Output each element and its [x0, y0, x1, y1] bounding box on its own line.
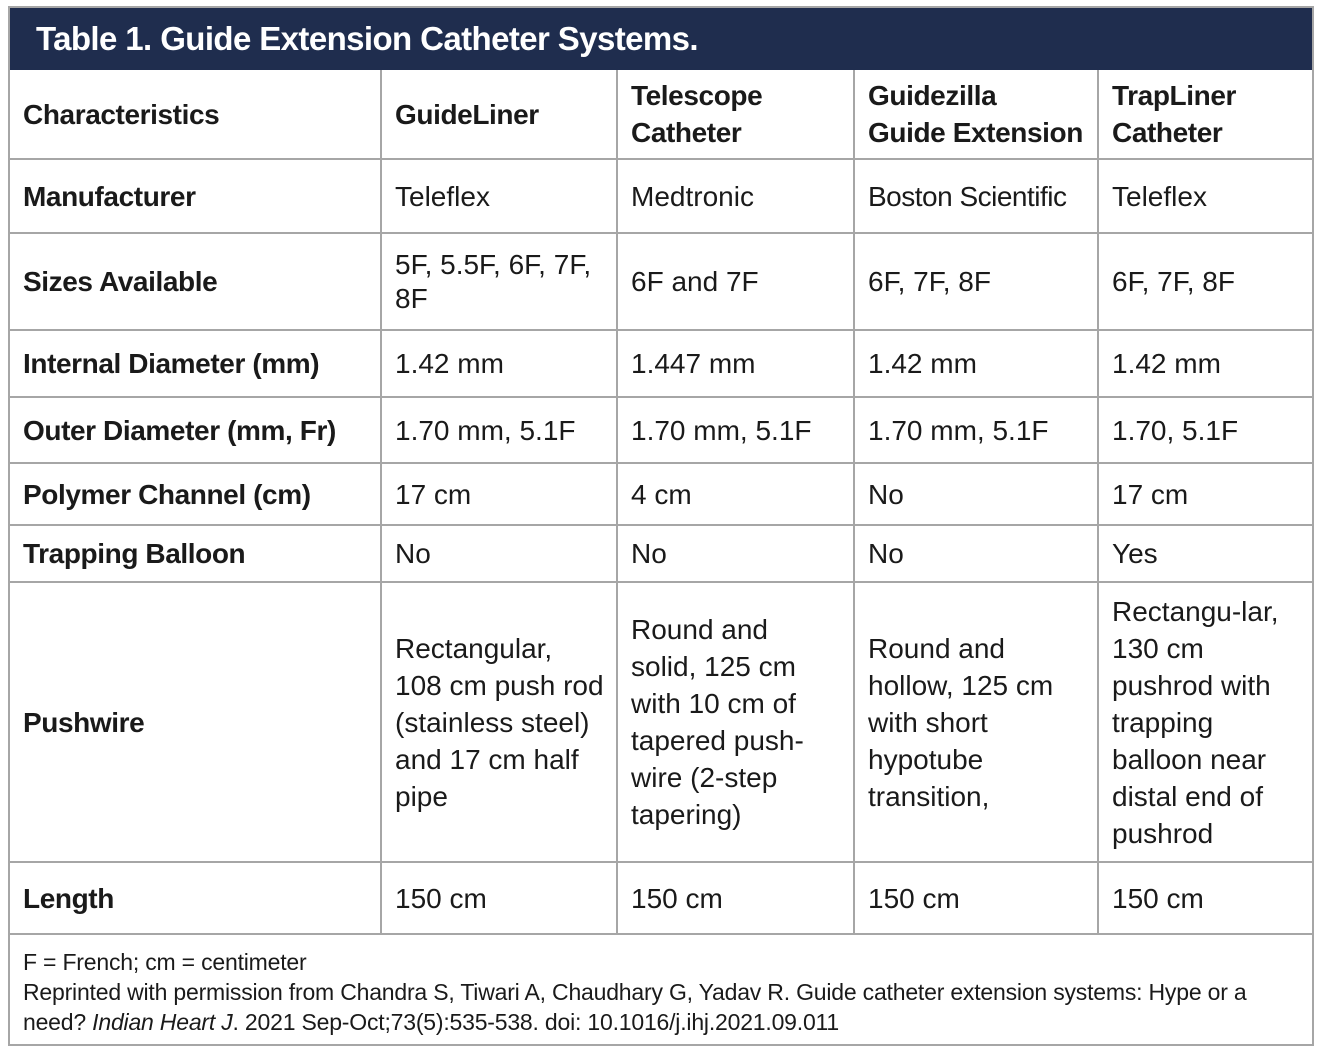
header-text-line2: Guide Extension — [868, 117, 1083, 148]
cell-guideliner: No — [381, 525, 617, 582]
cell-guideliner: 17 cm — [381, 463, 617, 525]
cell-guidezilla: 1.42 mm — [854, 330, 1098, 397]
cell-telescope: 1.70 mm, 5.1F — [617, 397, 854, 463]
table-row-outer-diameter — [10, 397, 1312, 463]
cell-guideliner: Rectangular, 108 cm push rod (stainless steel) and 17 cm half pipe — [381, 582, 617, 862]
row-label: Polymer Channel (cm) — [10, 463, 381, 525]
row-label: Outer Diameter (mm, Fr) — [10, 397, 381, 463]
cell-telescope: Medtronic — [617, 159, 854, 233]
header-row — [10, 70, 1312, 159]
row-label: Pushwire — [10, 582, 381, 862]
row-label: Manufacturer — [10, 159, 381, 233]
table-row-sizes-available — [10, 233, 1312, 330]
header-text-line1: Telescope — [631, 80, 763, 111]
column-header-telescope — [617, 70, 854, 159]
abbreviations-note: F = French; cm = centimeter — [23, 949, 307, 975]
citation-text: Reprinted with permission from Chandra S, Tiwari A, Chaudhary G, Yadav R. Guide catheter extension systems: Hype or a need? — [23, 979, 1247, 1035]
cell-telescope: 4 cm — [617, 463, 854, 525]
header-text-line2: Catheter — [631, 117, 742, 148]
cell-guideliner: 150 cm — [381, 862, 617, 934]
comparison-table — [10, 70, 1312, 935]
reprint-citation — [23, 977, 1300, 1037]
cell-trapliner: 1.42 mm — [1098, 330, 1312, 397]
table-row-manufacturer — [10, 159, 1312, 233]
row-label: Length — [10, 862, 381, 934]
row-label: Sizes Available — [10, 233, 381, 330]
cell-trapliner: Rectangu-lar, 130 cm pushrod with trapping balloon near distal end of pushrod — [1098, 582, 1312, 862]
header-text-line1: Guidezilla — [868, 80, 997, 111]
cell-trapliner: 17 cm — [1098, 463, 1312, 525]
table-row-length — [10, 862, 1312, 934]
cell-trapliner: 150 cm — [1098, 862, 1312, 934]
table-title — [10, 8, 1312, 70]
cell-guideliner: 5F, 5.5F, 6F, 7F, 8F — [381, 233, 617, 330]
header-text: Characteristics — [23, 98, 220, 130]
cell-telescope: Round and solid, 125 cm with 10 cm of tapered push-wire (2-step tapering) — [617, 582, 854, 862]
cell-trapliner: Teleflex — [1098, 159, 1312, 233]
column-header-guideliner — [381, 70, 617, 159]
table-container — [8, 6, 1314, 1046]
row-label: Internal Diameter (mm) — [10, 330, 381, 397]
table-row-polymer-channel — [10, 463, 1312, 525]
table-row-trapping-balloon — [10, 525, 1312, 582]
cell-trapliner: 1.70, 5.1F — [1098, 397, 1312, 463]
cell-trapliner: Yes — [1098, 525, 1312, 582]
cell-telescope: 6F and 7F — [617, 233, 854, 330]
header-text-line2: Catheter — [1112, 117, 1223, 148]
table-title-text: Table 1. Guide Extension Catheter Systems. — [36, 20, 698, 57]
column-header-trapliner — [1098, 70, 1312, 159]
cell-telescope: No — [617, 525, 854, 582]
cell-guideliner: 1.42 mm — [381, 330, 617, 397]
column-header-guidezilla — [854, 70, 1098, 159]
cell-guidezilla: No — [854, 525, 1098, 582]
table-row-internal-diameter — [10, 330, 1312, 397]
header-text-line1: TrapLiner — [1112, 80, 1236, 111]
table-row-pushwire — [10, 582, 1312, 862]
cell-trapliner: 6F, 7F, 8F — [1098, 233, 1312, 330]
cell-guideliner: Teleflex — [381, 159, 617, 233]
table-footnote — [10, 934, 1312, 1044]
cell-guidezilla: 150 cm — [854, 862, 1098, 934]
cell-guidezilla: 1.70 mm, 5.1F — [854, 397, 1098, 463]
journal-name: Indian Heart J — [92, 1009, 233, 1035]
cell-guidezilla: No — [854, 463, 1098, 525]
cell-telescope: 150 cm — [617, 862, 854, 934]
cell-guidezilla: 6F, 7F, 8F — [854, 233, 1098, 330]
column-header-characteristics — [10, 70, 381, 159]
cell-guidezilla: Boston Scientific — [854, 159, 1098, 233]
row-label: Trapping Balloon — [10, 525, 381, 582]
header-text: GuideLiner — [395, 98, 539, 130]
citation-details: . 2021 Sep-Oct;73(5):535-538. doi: 10.1016/j.ihj.2021.09.011 — [232, 1009, 840, 1035]
cell-guideliner: 1.70 mm, 5.1F — [381, 397, 617, 463]
cell-telescope: 1.447 mm — [617, 330, 854, 397]
cell-guidezilla: Round and hollow, 125 cm with short hypotube transition, — [854, 582, 1098, 862]
